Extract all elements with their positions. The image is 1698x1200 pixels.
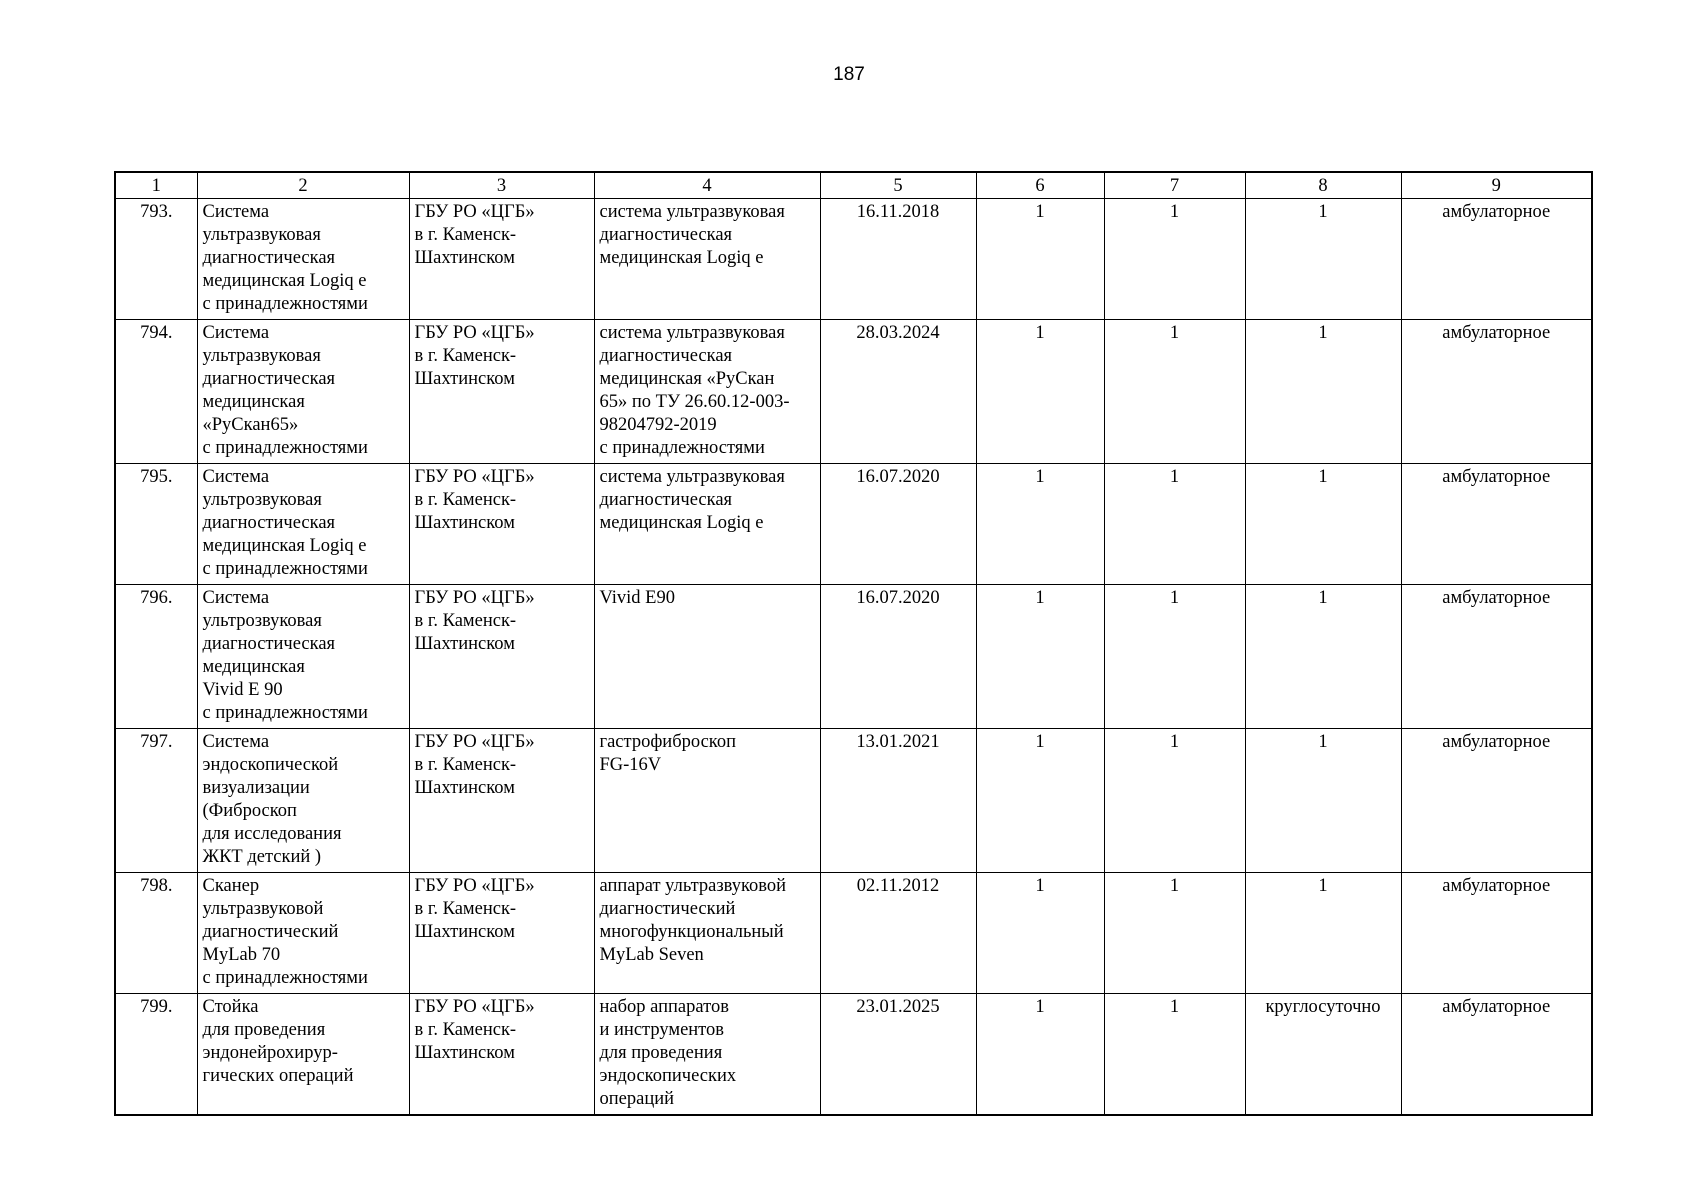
equipment-name: Система ультразвуковая диагностическая медицинская «РуСкан65» с принадлежностями — [197, 320, 409, 464]
cell-col-9: амбулаторное — [1401, 464, 1592, 585]
row-number: 799. — [115, 994, 197, 1116]
table-row — [115, 585, 1592, 729]
organization: ГБУ РО «ЦГБ» в г. Каменск- Шахтинском — [409, 994, 594, 1116]
cell-col-7: 1 — [1104, 585, 1245, 729]
header-col-1: 1 — [115, 172, 197, 199]
row-number: 795. — [115, 464, 197, 585]
cell-col-7: 1 — [1104, 464, 1245, 585]
equipment-model: система ультразвуковая диагностическая медицинская Logiq e — [594, 464, 820, 585]
cell-col-9: амбулаторное — [1401, 585, 1592, 729]
equipment-model: набор аппаратов и инструментов для проведения эндоскопических операций — [594, 994, 820, 1116]
table-row — [115, 729, 1592, 873]
cell-col-7: 1 — [1104, 320, 1245, 464]
install-date: 28.03.2024 — [820, 320, 976, 464]
table-row — [115, 199, 1592, 320]
header-col-5: 5 — [820, 172, 976, 199]
table-header-row — [115, 172, 1592, 199]
equipment-model: аппарат ультразвуковой диагностический многофункциональный MyLab Seven — [594, 873, 820, 994]
install-date: 23.01.2025 — [820, 994, 976, 1116]
cell-col-6: 1 — [976, 873, 1104, 994]
cell-col-6: 1 — [976, 320, 1104, 464]
cell-col-8: 1 — [1245, 199, 1401, 320]
row-number: 794. — [115, 320, 197, 464]
header-col-2: 2 — [197, 172, 409, 199]
organization: ГБУ РО «ЦГБ» в г. Каменск- Шахтинском — [409, 199, 594, 320]
table-row — [115, 464, 1592, 585]
cell-col-7: 1 — [1104, 729, 1245, 873]
row-number: 797. — [115, 729, 197, 873]
cell-col-9: амбулаторное — [1401, 199, 1592, 320]
cell-col-8: 1 — [1245, 320, 1401, 464]
header-col-6: 6 — [976, 172, 1104, 199]
equipment-name: Сканер ультразвуковой диагностический MyLab 70 с принадлежностями — [197, 873, 409, 994]
cell-col-9: амбулаторное — [1401, 994, 1592, 1116]
organization: ГБУ РО «ЦГБ» в г. Каменск- Шахтинском — [409, 320, 594, 464]
cell-col-7: 1 — [1104, 199, 1245, 320]
cell-col-6: 1 — [976, 585, 1104, 729]
equipment-name: Система эндоскопической визуализации (Фиброскоп для исследования ЖКТ детский ) — [197, 729, 409, 873]
install-date: 16.07.2020 — [820, 464, 976, 585]
install-date: 16.07.2020 — [820, 585, 976, 729]
header-col-9: 9 — [1401, 172, 1592, 199]
organization: ГБУ РО «ЦГБ» в г. Каменск- Шахтинском — [409, 729, 594, 873]
cell-col-6: 1 — [976, 199, 1104, 320]
install-date: 13.01.2021 — [820, 729, 976, 873]
cell-col-9: амбулаторное — [1401, 729, 1592, 873]
equipment-name: Система ультрозвуковая диагностическая медицинская Logiq e с принадлежностями — [197, 464, 409, 585]
header-col-3: 3 — [409, 172, 594, 199]
cell-col-6: 1 — [976, 994, 1104, 1116]
cell-col-9: амбулаторное — [1401, 320, 1592, 464]
equipment-name: Стойка для проведения эндонейрохирур- гических операций — [197, 994, 409, 1116]
equipment-name: Система ультрозвуковая диагностическая медицинская Vivid E 90 с принадлежностями — [197, 585, 409, 729]
cell-col-8: 1 — [1245, 585, 1401, 729]
header-col-4: 4 — [594, 172, 820, 199]
header-col-7: 7 — [1104, 172, 1245, 199]
table-row — [115, 873, 1592, 994]
equipment-name: Система ультразвуковая диагностическая медицинская Logiq e с принадлежностями — [197, 199, 409, 320]
cell-col-6: 1 — [976, 464, 1104, 585]
organization: ГБУ РО «ЦГБ» в г. Каменск- Шахтинском — [409, 873, 594, 994]
header-col-8: 8 — [1245, 172, 1401, 199]
equipment-model: система ультразвуковая диагностическая медицинская «РуСкан 65» по ТУ 26.60.12-003- 98204792-2019 с принадлежностями — [594, 320, 820, 464]
equipment-table — [114, 171, 1593, 1116]
row-number: 796. — [115, 585, 197, 729]
cell-col-9: амбулаторное — [1401, 873, 1592, 994]
equipment-model: система ультразвуковая диагностическая медицинская Logiq e — [594, 199, 820, 320]
cell-col-8: 1 — [1245, 729, 1401, 873]
cell-col-6: 1 — [976, 729, 1104, 873]
equipment-model: гастрофиброскоп FG-16V — [594, 729, 820, 873]
cell-col-8: 1 — [1245, 464, 1401, 585]
table-row — [115, 320, 1592, 464]
cell-col-8: круглосуточно — [1245, 994, 1401, 1116]
page-number: 187 — [833, 64, 865, 85]
row-number: 798. — [115, 873, 197, 994]
organization: ГБУ РО «ЦГБ» в г. Каменск- Шахтинском — [409, 585, 594, 729]
row-number: 793. — [115, 199, 197, 320]
table-row — [115, 994, 1592, 1116]
cell-col-7: 1 — [1104, 994, 1245, 1116]
install-date: 02.11.2012 — [820, 873, 976, 994]
equipment-model: Vivid E90 — [594, 585, 820, 729]
cell-col-7: 1 — [1104, 873, 1245, 994]
organization: ГБУ РО «ЦГБ» в г. Каменск- Шахтинском — [409, 464, 594, 585]
install-date: 16.11.2018 — [820, 199, 976, 320]
cell-col-8: 1 — [1245, 873, 1401, 994]
